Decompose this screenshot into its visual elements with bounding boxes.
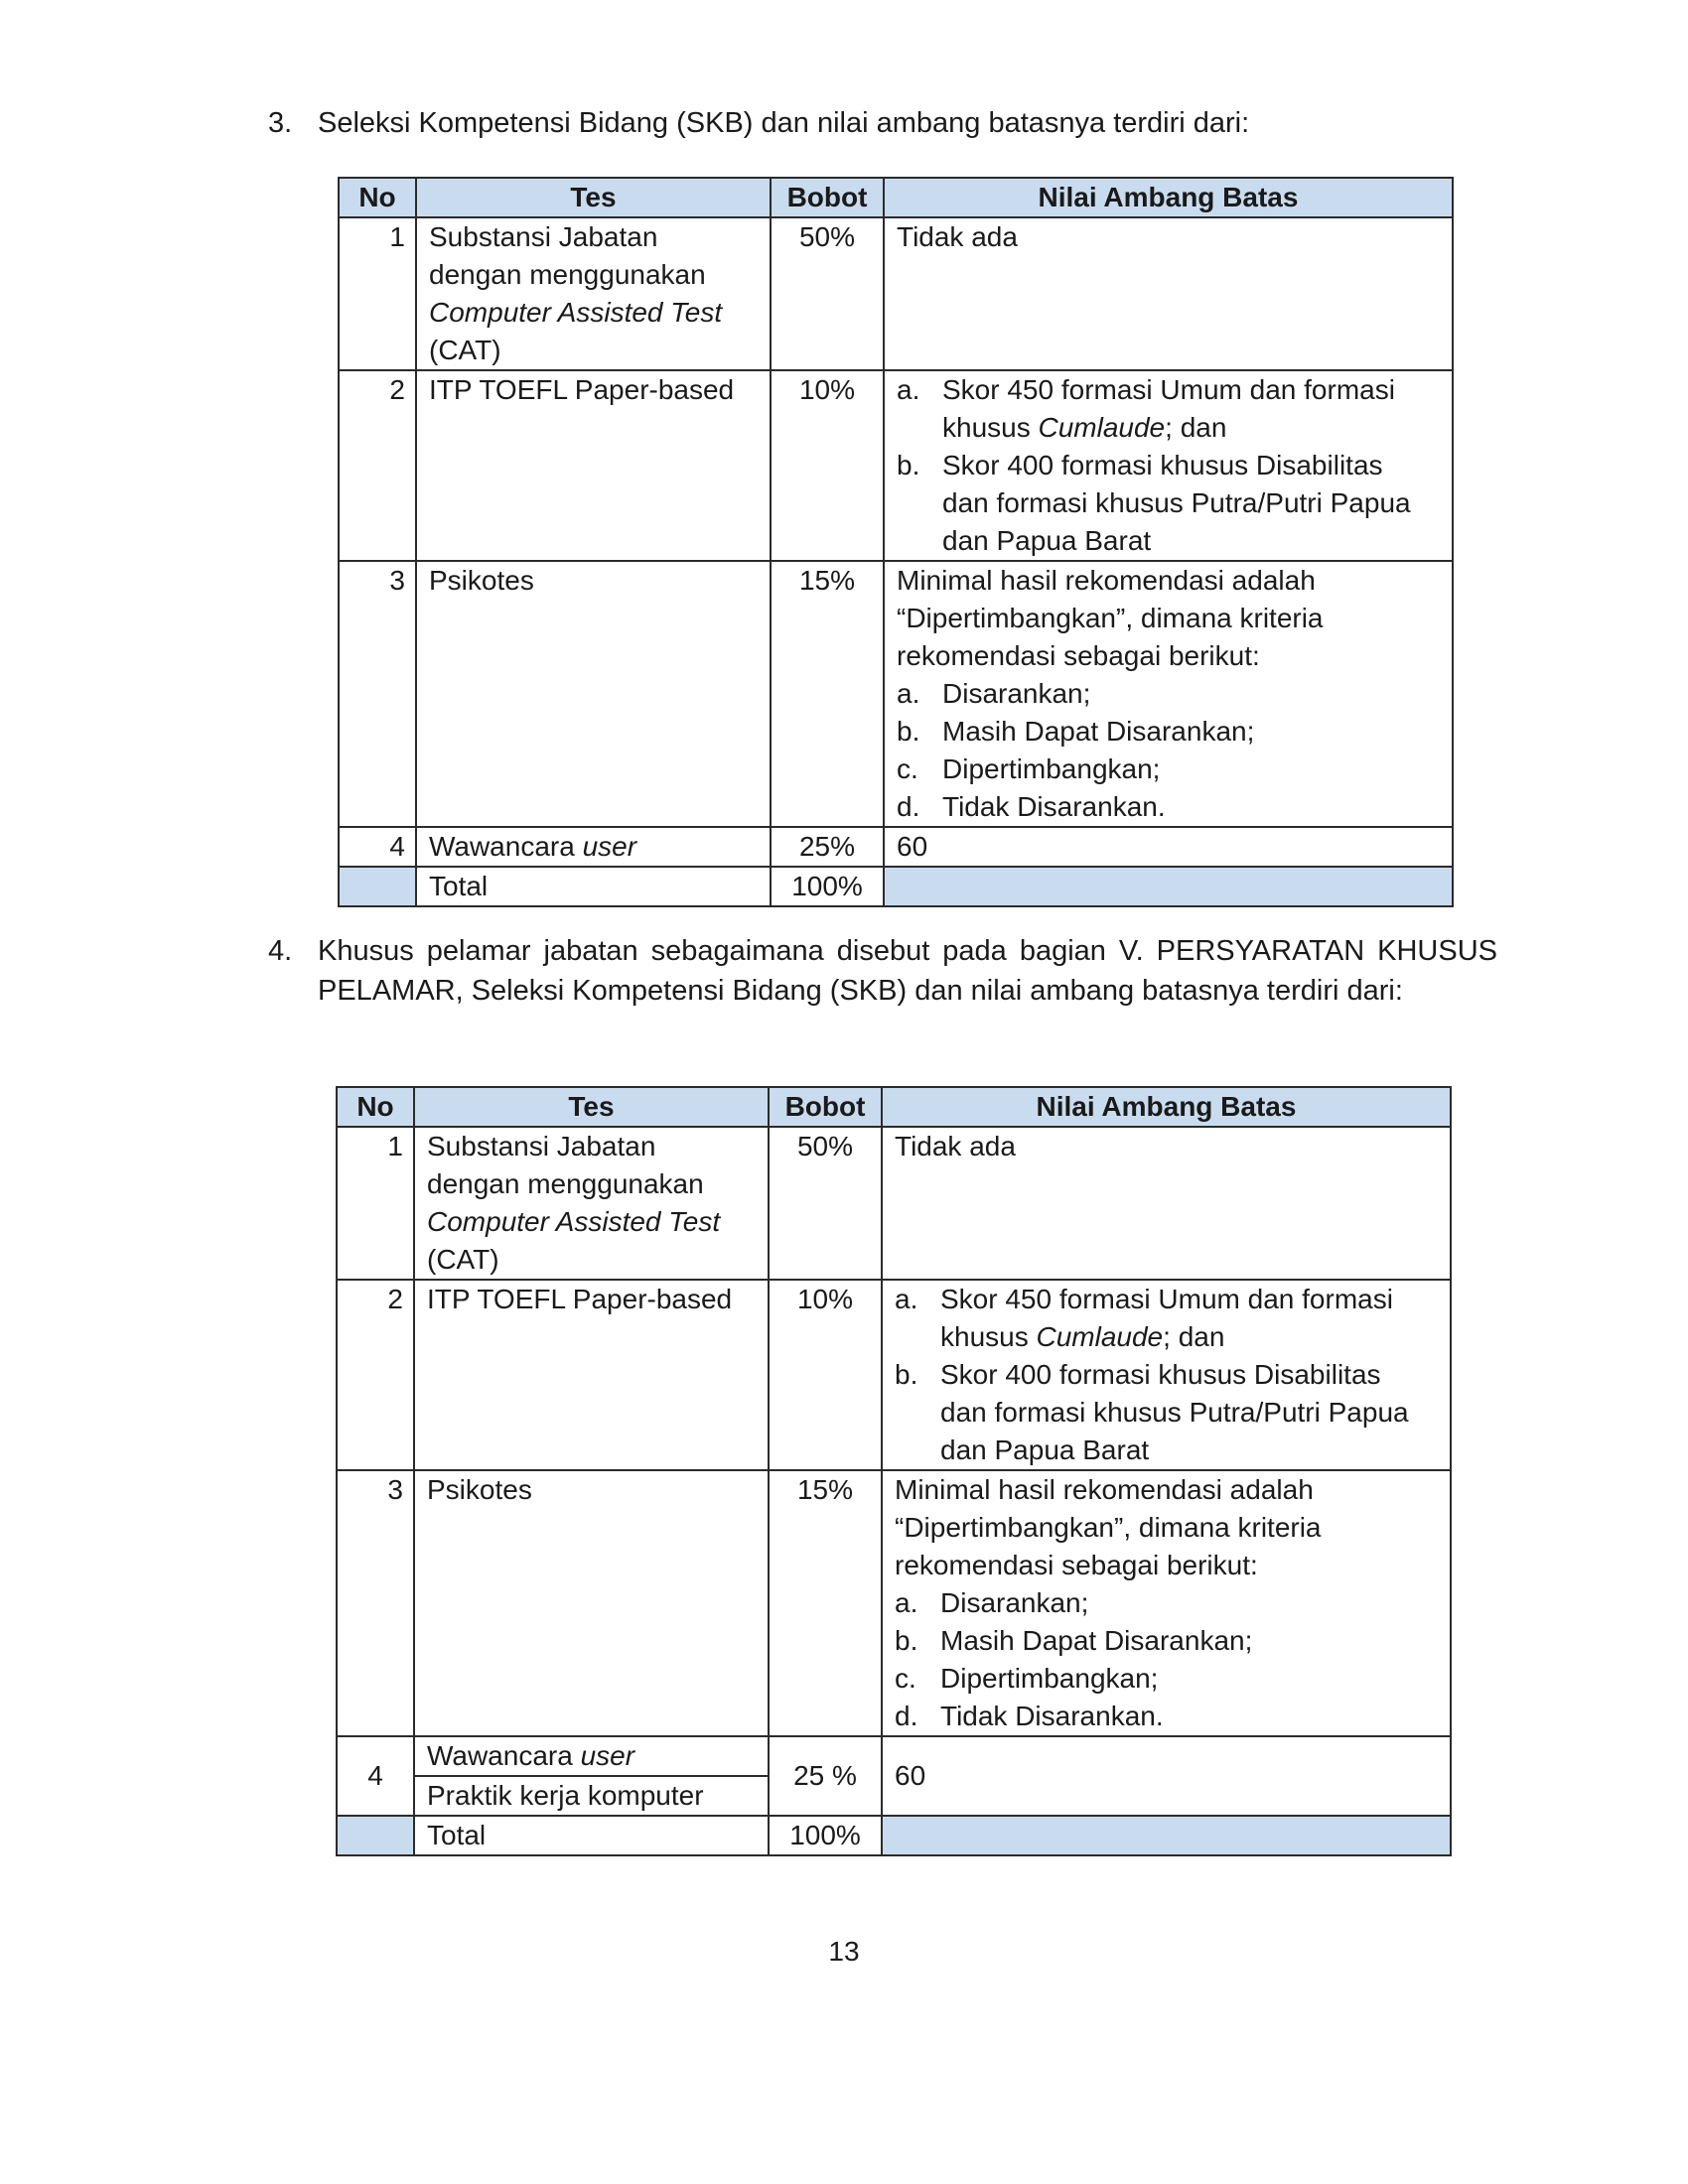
row-bobot: 50% [771, 217, 884, 370]
list-marker: a. [897, 678, 920, 709]
section-3-text: Seleksi Kompetensi Bidang (SKB) dan nilai ambang batasnya terdiri dari: [318, 107, 1250, 139]
text-part: khusus [940, 1321, 1037, 1352]
list-item [895, 1660, 1438, 1698]
text-part: ; dan [1163, 1321, 1225, 1352]
list-item [895, 1356, 1438, 1469]
row-tes: ITP TOEFL Paper-based [416, 370, 771, 561]
text-part-italic: Cumlaude [1038, 412, 1166, 443]
list-text: Dipertimbangkan; [942, 753, 1161, 784]
skb-table-1 [338, 177, 1454, 907]
row-nilai: 60 [882, 1736, 1451, 1816]
sub-tes-line: Praktik kerja komputer [415, 1775, 768, 1815]
table-header-row [339, 178, 1453, 217]
list-marker: b. [895, 1625, 918, 1656]
list-marker: b. [895, 1359, 918, 1390]
section-4-number: 4. [268, 935, 293, 967]
table-row [337, 1127, 1451, 1280]
list-marker: b. [897, 716, 920, 747]
list-item [897, 788, 1440, 826]
list-marker: d. [897, 791, 920, 822]
table-header-row [337, 1087, 1451, 1127]
tes-line: Substansi Jabatan [429, 221, 658, 252]
text-part: ; dan [1165, 412, 1227, 443]
row-tes [414, 1736, 769, 1816]
row-bobot: 15% [769, 1470, 882, 1736]
row-bobot: 25% [771, 827, 884, 867]
list-line: dan formasi khusus Putra/Putri Papua [942, 487, 1411, 518]
row-nilai: Tidak ada [882, 1127, 1451, 1280]
text-line: rekomendasi sebagai berikut: [897, 640, 1260, 671]
text-line: rekomendasi sebagai berikut: [895, 1550, 1258, 1580]
sub-tes-line [415, 1737, 768, 1775]
header-no: No [339, 178, 416, 217]
total-bobot: 100% [769, 1816, 882, 1855]
text-part-italic: Cumlaude [1036, 1321, 1164, 1352]
list-line: Skor 450 formasi Umum dan formasi [940, 1284, 1393, 1314]
tes-line: (CAT) [429, 335, 501, 365]
list-text: Tidak Disarankan. [940, 1701, 1164, 1731]
text-line: Minimal hasil rekomendasi adalah [895, 1474, 1314, 1505]
list-marker: d. [895, 1701, 918, 1731]
header-no: No [337, 1087, 414, 1127]
list-text: Tidak Disarankan. [942, 791, 1166, 822]
text-line: “Dipertimbangkan”, dimana kriteria [895, 1512, 1322, 1543]
list-text: Disarankan; [940, 1587, 1089, 1618]
list-line: Skor 400 formasi khusus Disabilitas [942, 450, 1383, 480]
table-row [337, 1470, 1451, 1736]
list-item [895, 1584, 1438, 1622]
row-tes: Psikotes [416, 561, 771, 827]
list-text: Masih Dapat Disarankan; [942, 716, 1255, 747]
list-item [897, 371, 1440, 447]
row-nilai: Tidak ada [884, 217, 1453, 370]
list-line: dan Papua Barat [940, 1434, 1150, 1465]
row-nilai: 60 [884, 827, 1453, 867]
row-nilai [884, 561, 1453, 827]
row-nilai [882, 1470, 1451, 1736]
row-no: 2 [337, 1280, 414, 1470]
list-marker: a. [895, 1587, 918, 1618]
row-tes [414, 1127, 769, 1280]
list-item [897, 713, 1440, 751]
header-nilai: Nilai Ambang Batas [882, 1087, 1451, 1127]
total-empty [339, 867, 416, 906]
total-empty [882, 1816, 1451, 1855]
list-marker: a. [895, 1284, 918, 1314]
total-row [337, 1816, 1451, 1855]
list-text: Masih Dapat Disarankan; [940, 1625, 1253, 1656]
section-4-text: Khusus pelamar jabatan sebagaimana disebut pada bagian V. PERSYARATAN KHUSUS PELAMAR, Seleksi Kompetensi Bidang (SKB) dan nilai ambang batasnya terdiri dari: [318, 935, 1497, 1007]
row-bobot: 25 % [769, 1736, 882, 1816]
text-line: Minimal hasil rekomendasi adalah [897, 565, 1316, 596]
total-bobot: 100% [771, 867, 884, 906]
row-tes: ITP TOEFL Paper-based [414, 1280, 769, 1470]
header-tes: Tes [416, 178, 771, 217]
list-marker: c. [895, 1663, 916, 1694]
row-nilai [882, 1280, 1451, 1470]
skb-table-2 [336, 1086, 1452, 1856]
list-line: dan Papua Barat [942, 525, 1152, 556]
list-item [895, 1281, 1438, 1356]
row-no: 1 [339, 217, 416, 370]
tes-line: (CAT) [427, 1244, 499, 1275]
total-row [339, 867, 1453, 906]
header-tes: Tes [414, 1087, 769, 1127]
list-line: Skor 450 formasi Umum dan formasi [942, 374, 1395, 405]
header-nilai: Nilai Ambang Batas [884, 178, 1453, 217]
list-item [897, 751, 1440, 788]
tes-line: Computer Assisted Test [429, 297, 723, 328]
row-bobot: 10% [769, 1280, 882, 1470]
list-item [895, 1622, 1438, 1660]
total-label: Total [414, 1816, 769, 1855]
table-row [339, 217, 1453, 370]
row-no: 4 [337, 1736, 414, 1816]
table-row [339, 370, 1453, 561]
table-row [337, 1280, 1451, 1470]
table-row [339, 561, 1453, 827]
row-no: 4 [339, 827, 416, 867]
row-tes: Psikotes [414, 1470, 769, 1736]
row-no: 3 [337, 1470, 414, 1736]
list-item [897, 675, 1440, 713]
list-marker: c. [897, 753, 918, 784]
row-tes [416, 827, 771, 867]
row-bobot: 10% [771, 370, 884, 561]
list-line: Skor 400 formasi khusus Disabilitas [940, 1359, 1381, 1390]
table-row [337, 1736, 1451, 1816]
row-bobot: 15% [771, 561, 884, 827]
tes-line: Computer Assisted Test [427, 1206, 721, 1237]
list-marker: b. [897, 450, 920, 480]
text-part: Wawancara [429, 831, 583, 862]
text-part: khusus [942, 412, 1039, 443]
list-text: Dipertimbangkan; [940, 1663, 1159, 1694]
list-line [940, 1318, 1438, 1356]
list-line: dan formasi khusus Putra/Putri Papua [940, 1397, 1409, 1428]
header-bobot: Bobot [771, 178, 884, 217]
list-text: Disarankan; [942, 678, 1091, 709]
total-label: Total [416, 867, 771, 906]
list-item [897, 447, 1440, 560]
row-nilai [884, 370, 1453, 561]
tes-line: Substansi Jabatan [427, 1131, 656, 1161]
list-item [895, 1698, 1438, 1735]
row-no: 1 [337, 1127, 414, 1280]
tes-line: dengan menggunakan [427, 1168, 704, 1199]
row-no: 3 [339, 561, 416, 827]
total-empty [884, 867, 1453, 906]
page-number: 13 [828, 1936, 860, 1967]
tes-line: dengan menggunakan [429, 259, 706, 290]
list-marker: a. [897, 374, 920, 405]
row-no: 2 [339, 370, 416, 561]
row-tes [416, 217, 771, 370]
row-bobot: 50% [769, 1127, 882, 1280]
text-part-italic: user [582, 831, 637, 862]
total-empty [337, 1816, 414, 1855]
header-bobot: Bobot [769, 1087, 882, 1127]
text-part-italic: user [580, 1740, 635, 1771]
text-part: Wawancara [427, 1740, 581, 1771]
section-3-number: 3. [268, 107, 293, 139]
text-line: “Dipertimbangkan”, dimana kriteria [897, 603, 1324, 633]
list-line [942, 409, 1440, 447]
table-row [339, 827, 1453, 867]
